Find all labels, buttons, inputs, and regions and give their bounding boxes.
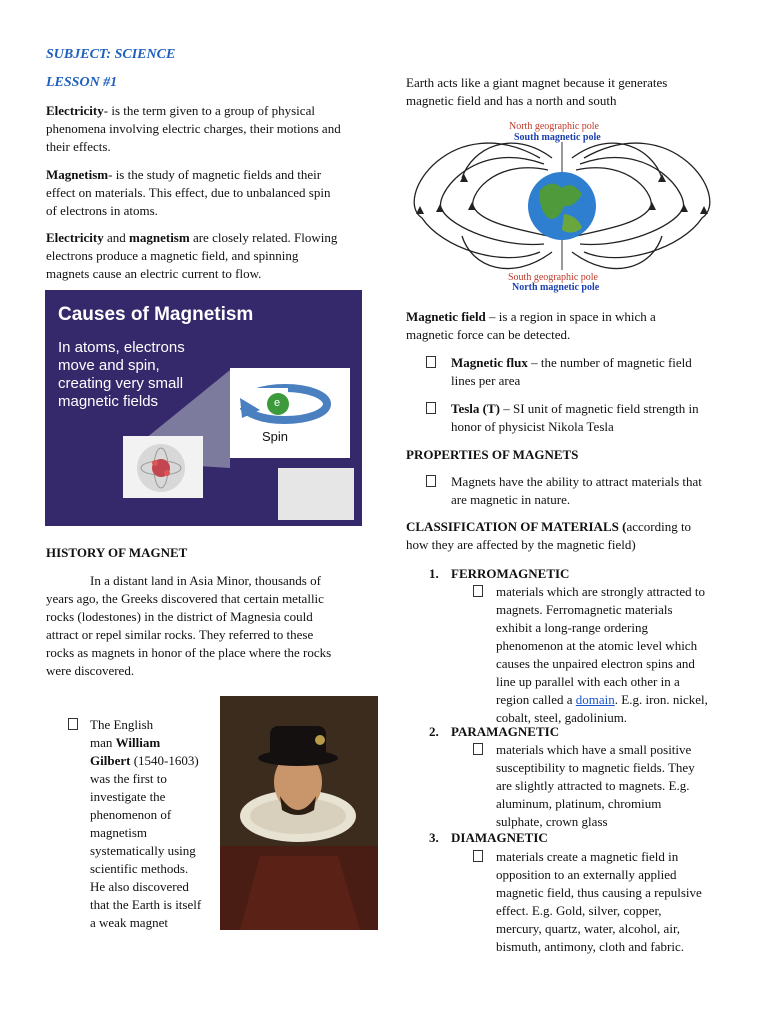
bullet-icon [473, 743, 483, 755]
electron-label: e [274, 397, 281, 409]
paramagnetic-number: 2. [429, 724, 439, 739]
relation-paragraph: Electricity and magnetism are closely related. Flowing electrons produce a magnetic field, and spinning magnets cause an electric current to flow. [46, 230, 338, 281]
figure-caption: In atoms, electrons move and spin, creating very small magnetic fields [58, 339, 185, 410]
magnetism-definition: Magnetism- is the study of magnetic fields and their effect on materials. This effect, due to unbalanced spin of electrons in atoms. [46, 167, 331, 218]
north-geographic-pole-label: North geographic pole [509, 121, 599, 132]
domain-link[interactable]: domain [575, 692, 615, 707]
north-magnetic-pole-label: North magnetic pole [512, 282, 600, 293]
lesson-heading: LESSON #1 [46, 75, 118, 90]
tesla-definition: Tesla (T) – SI unit of magnetic field strength in honor of physicist Nikola Tesla [451, 401, 699, 434]
diamagnetic-heading: DIAMAGNETIC [451, 830, 548, 845]
bullet-icon [68, 718, 78, 730]
figure-title: Causes of Magnetism [58, 304, 254, 325]
bullet-icon [473, 585, 483, 597]
bullet-icon [473, 850, 483, 862]
portrait-image [220, 696, 378, 930]
paramagnetic-heading: PARAMAGNETIC [451, 724, 560, 739]
south-geographic-pole-label: South geographic pole [508, 272, 598, 283]
spin-label: Spin [262, 429, 289, 444]
paramagnetic-text: materials which have a small positive susceptibility to magnetic fields. They are slightly attracted to magnets. E.g. aluminum, platinum, chromium sulphate, crown glass [496, 742, 695, 829]
bullet-icon [426, 356, 436, 368]
ferromagnetic-number: 1. [429, 566, 439, 581]
william-gilbert-portrait [220, 696, 378, 930]
history-paragraph: In a distant land in Asia Minor, thousands of years ago, the Greeks discovered that certain metallic rocks (lodestones) in the district of Magnesia could attract or repel similar rocks. They referred to these rocks as magnets in honor of the place where the rocks were discovered. [46, 573, 332, 678]
bullet-icon [426, 475, 436, 487]
bullet-icon [426, 402, 436, 414]
spin-arrow-icon [230, 368, 350, 458]
properties-heading: PROPERTIES OF MAGNETS [406, 447, 579, 462]
causes-of-magnetism-figure [45, 290, 362, 526]
subject-heading: SUBJECT: SCIENCE [46, 47, 176, 62]
earth-magnetic-field-diagram [412, 118, 712, 294]
properties-text: Magnets have the ability to attract materials that are magnetic in nature. [451, 474, 702, 507]
diamagnetic-number: 3. [429, 830, 439, 845]
ferromagnetic-heading: FERROMAGNETIC [451, 566, 570, 581]
history-heading: HISTORY OF MAGNET [46, 545, 188, 560]
classification-heading: CLASSIFICATION OF MATERIALS (according to how they are affected by the magnetic field) [406, 519, 692, 552]
spin-panel [230, 368, 350, 458]
magnetic-flux-definition: Magnetic flux – the number of magnetic field lines per area [451, 355, 692, 388]
ferromagnetic-text: materials which are strongly attracted to magnets. Ferromagnetic materials exhibit a long-range ordering phenomenon at the atomic level which causes the unpaired electron spins and line up parallel with each other in a region called a domain. E.g. iron. nickel, cobalt, steel, gadolinium. [496, 584, 708, 725]
atom-icon [123, 436, 203, 498]
diamagnetic-text: materials create a magnetic field in opposition to an externally applied magnetic field, thus causing a repulsive effect. E.g. Gold, silver, copper, mercury, quartz, water, alcohol, air, bismuth, antimony, cloth and fabric. [496, 849, 702, 954]
south-magnetic-pole-label: South magnetic pole [514, 132, 601, 143]
atom-panel [123, 436, 203, 498]
blank-panel [278, 468, 354, 520]
magnetic-field-definition: Magnetic field – is a region in space in which a magnetic force can be detected. [406, 309, 656, 342]
field-lines-diagram [412, 118, 712, 294]
gilbert-text: The English man William Gilbert (1540-1603) was the first to investigate the phenomenon of magnetism systematically using scientific methods. He also discovered that the Earth is itself a weak magnet [90, 717, 202, 930]
electricity-definition: Electricity- is the term given to a group of physical phenomena involving electric charges, their motions and their effects. [46, 103, 341, 154]
earth-magnet-text: Earth acts like a giant magnet because it generates magnetic field and has a north and south [406, 75, 668, 108]
